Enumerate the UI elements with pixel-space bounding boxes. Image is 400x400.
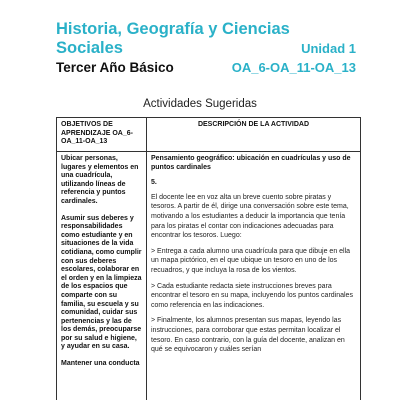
activity-paragraph: > Entrega a cada alumno una cuadrícula para que dibuje en ella un mapa pictórico, en el que ubique un tesoro en uno de los recuadros, y que incluya la rosa de los vientos. [151, 247, 351, 274]
title-row [56, 39, 356, 58]
activity-paragraph: > Cada estudiante redacta siete instrucciones breves para encontrar el tesoro en su mapa, incluyendo los puntos cardinales como referencia en las indicaciones. [151, 282, 353, 309]
document-title-line1: Historia, Geografía y Ciencias [56, 20, 290, 38]
activity-paragraph: El docente lee en voz alta un breve cuento sobre piratas y tesoros. A partir de él, dirige una conversación sobre este tema, motivando a los estudiantes a deducir la importancia que tenía para los piratas el contar con indicaciones adecuadas para encontrar los tesoros. Luego: [151, 193, 349, 240]
objective-item: Asumir sus deberes y responsabilidades como estudiante y en situaciones de la vida cotidiana, como cumplir con sus deberes escolares, colaborar en el orden y en la limpieza de los espacios que comparte con su familia, su escuela y su comunidad, cuidar sus pertenencias y las de los demás, preocuparse por su salud e higiene, y ayudar en su casa. [61, 214, 142, 351]
table-row [57, 152, 361, 400]
activity-cell [147, 152, 361, 400]
objectives-cell [57, 152, 147, 400]
activity-title: Pensamiento geográfico: ubicación en cuadrículas y uso de puntos cardinales [151, 155, 351, 171]
section-title: Actividades Sugeridas [143, 98, 257, 110]
description-header: DESCRIPCIÓN DE LA ACTIVIDAD [147, 118, 361, 152]
document-header [56, 20, 356, 75]
unit-label: Unidad 1 [301, 41, 356, 56]
activities-table [56, 117, 361, 400]
activity-number: 5. [151, 179, 157, 187]
table-header-row [57, 118, 361, 152]
document-title-line2: Sociales [56, 39, 123, 57]
oa-range-label: OA_6-OA_11-OA_13 [231, 60, 356, 75]
activity-paragraph: > Finalmente, los alumnos presentan sus mapas, leyendo las instrucciones, para corroborar que estas permitan localizar el tesoro. En caso contrario, con la guía del docente, analizan en qué se equivocaron y cuáles serían [151, 317, 345, 354]
objectives-header: OBJETIVOS DE APRENDIZAJE OA_6-OA_11-OA_13 [57, 118, 147, 152]
objective-item: Ubicar personas, lugares y elementos en una cuadrícula, utilizando líneas de referencia y puntos cardinales. [61, 155, 139, 205]
objective-item: Mantener una conducta [61, 360, 140, 368]
grade-label: Tercer Año Básico [56, 60, 174, 75]
grade-row [56, 60, 356, 75]
